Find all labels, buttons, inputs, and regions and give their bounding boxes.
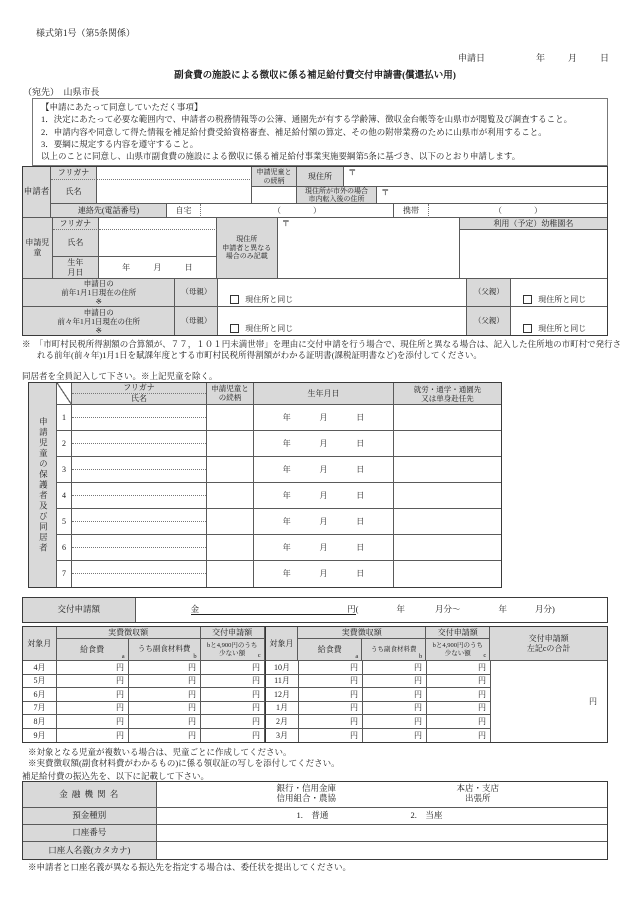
actual-collected-header: 実費徴収額 [57,627,201,639]
kin-label: 金 [190,603,200,614]
bank-type-options [277,783,337,803]
month-cell: 6月 [23,688,57,702]
household-name-field[interactable] [72,457,207,483]
grant-request-field[interactable]: 円 [427,688,491,702]
day-label: 日 [184,262,193,272]
sub-a: a [355,652,359,660]
branch-type-options [457,783,500,803]
year-label: 年 [282,569,291,579]
household-relation-field[interactable] [207,561,254,587]
side-dish-field[interactable]: 円 [363,661,427,675]
grant-request-header: 交付申請額 [426,627,490,639]
meal-fee-field[interactable]: 円 [57,702,129,716]
household-work-header [394,383,501,405]
household-name-field[interactable] [72,509,207,535]
month-cell: 8月 [23,715,57,729]
meal-fee-field[interactable]: 円 [299,688,363,702]
bank-type-line2: 信用組合・農協 [276,793,337,804]
yen-label: 円 [347,603,356,614]
consent-heading: 【申請にあたって同意していただく事項】 [41,102,203,112]
side-dish-field[interactable]: 円 [363,688,427,702]
household-relation-field[interactable] [207,483,254,509]
household-name-header [72,383,207,405]
sub-c: c [483,652,487,660]
household-side-label: 申請児童の保護者及び同居者 [29,383,57,587]
form-number: 様式第1号（第5条関係） [36,28,136,38]
month-cell: 7月 [23,702,57,716]
side-dish-field[interactable]: 円 [129,688,201,702]
grant-request-field[interactable]: 円 [201,661,265,675]
grant-amount-field[interactable] [136,598,607,622]
same-address-label: 現住所と同じ [538,294,587,304]
label-asterisk: ※ [95,297,102,306]
side-dish-field[interactable]: 円 [363,675,427,689]
sub-b: b [419,652,423,660]
postal-mark: 〒 [281,218,291,228]
same-address-label: 現住所と同じ [245,294,294,304]
child-name-label: 氏名 [53,230,99,257]
father-label: （父親） [467,279,511,307]
outside-city-line2: 市内転入後の住所 [308,195,365,203]
date-day-label: 日 [600,53,610,63]
day-label: 日 [356,438,365,448]
meal-fee-field[interactable]: 円 [57,675,129,689]
household-work-field[interactable] [394,431,501,457]
side-dish-text: うち副食材料費 [371,645,417,653]
furigana-line [72,431,206,444]
side-dish-field[interactable]: 円 [129,702,201,716]
prev2-year-address-label [23,307,175,335]
multiple-children-note: ※対象となる児童が複数いる場合は、児童ごとに作成してください。 [28,747,292,757]
month-cell: 12月 [265,688,299,702]
year-label: 年 [282,542,291,552]
month-label: 月 [319,412,328,422]
child-address-field[interactable] [278,218,460,279]
mother-label: （母親） [175,307,218,335]
household-name-field[interactable] [72,535,207,561]
household-birth-header: 生年月日 [254,383,394,405]
proxy-note: ※申請者と口座名義が異なる振込先を指定する場合は、委任状を提出してください。 [28,862,352,872]
month-label: 月 [153,262,162,272]
year-label: 年 [282,516,291,526]
household-name-label: 氏名 [131,394,147,403]
day-label: 日 [356,516,365,526]
outside-city-label [297,187,377,204]
period-year2: 年 [498,604,507,615]
work-header-line2: 又は単身赴任先 [421,393,474,403]
side-dish-field[interactable]: 円 [129,729,201,743]
household-birth-field[interactable] [254,509,394,535]
day-label: 日 [356,542,365,552]
grant-request-field[interactable]: 円 [201,702,265,716]
kindergarten-header: 利用（予定）幼稚園名 [460,218,607,230]
same-address-checkbox[interactable] [523,295,532,304]
side-dish-field[interactable]: 円 [363,729,427,743]
household-name-field[interactable] [72,405,207,431]
month-label: 月 [319,542,328,552]
date-year-label: 年 [536,53,546,63]
same-address-checkbox[interactable] [523,324,532,333]
meal-fee-field[interactable]: 円 [299,729,363,743]
household-work-field[interactable] [394,561,501,587]
household-relation-field[interactable] [207,457,254,483]
child-name-field[interactable] [99,230,217,257]
account-holder-label: 口座人名義(カタカナ) [23,842,157,859]
side-dish-header [362,639,426,661]
grant-request-field[interactable]: 円 [201,729,265,743]
monthly-table [22,626,608,743]
month-label: 月 [319,516,328,526]
household-row-number: 5 [57,509,72,535]
sub-a: a [121,652,125,660]
birth-label-line2: 月日 [67,267,84,277]
meal-fee-field[interactable]: 円 [57,688,129,702]
grant-amount-label: 交付申請額 [23,598,136,622]
side-dish-field[interactable]: 円 [129,661,201,675]
open-paren: ( [355,604,359,615]
child-row-label: 申請児童 [23,218,53,279]
consent-box [32,98,608,166]
day-label: 日 [356,464,365,474]
account-type-field[interactable] [157,808,607,825]
meal-fee-field[interactable]: 円 [57,715,129,729]
same-address-checkbox[interactable] [230,324,239,333]
household-birth-field[interactable] [254,483,394,509]
side-dish-field[interactable]: 円 [363,702,427,716]
furigana-line [72,483,206,496]
grant-request-field[interactable]: 円 [201,675,265,689]
bank-type-line1: 銀行・信用金庫 [276,783,337,793]
day-label: 日 [356,490,365,500]
addressee: （宛先） 山県市長 [23,87,100,97]
home-phone-field[interactable]: （ ） [201,204,394,218]
label-line-mid: 前々年1月1日現在の住所 [57,316,140,326]
grant-request-field[interactable]: 円 [427,661,491,675]
household-name-field[interactable] [72,561,207,587]
applicant-furigana-label: フリガナ [51,167,97,180]
label-asterisk: ※ [95,325,102,335]
contact-label: 連絡先(電話番号) [51,204,167,218]
outside-city-line1: 現住所が市外の場合 [305,187,368,195]
relation-field[interactable] [252,187,297,204]
month-cell: 3月 [265,729,299,743]
meal-fee-field[interactable]: 円 [299,715,363,729]
month-cell: 2月 [265,715,299,729]
household-relation-header: 申請児童との続柄 [207,383,254,405]
household-row-number: 3 [57,457,72,483]
grant-request-field[interactable]: 円 [427,675,491,689]
meal-fee-field[interactable]: 円 [57,729,129,743]
household-work-field[interactable] [394,509,501,535]
tax-certificate-note: ※ 「市町村民税所得割額の合算額が、７７，１０１円未満世帯」を理由に交付申請を行う場合で、現住所と異なる場合は、記入した住所地の市町村で発行される前年(前々年)1月1日を賦課年度とする市町村民税所得割額がわかる証明書(課税証明書など)を添付してください。 [22,339,622,361]
same-address-label: 現住所と同じ [245,323,294,333]
label-line-top: 申請日の [83,279,114,288]
side-dish-field[interactable]: 円 [129,675,201,689]
month-label: 月 [319,438,328,448]
mobile-phone-label: 携帯 [394,204,429,218]
household-row-number: 2 [57,431,72,457]
account-type-label: 預金種別 [23,808,157,825]
grant-request-field[interactable]: 円 [201,688,265,702]
year-label: 年 [282,464,291,474]
grant-total-field[interactable]: 円 [589,696,597,706]
household-relation-field[interactable] [207,535,254,561]
branch-type-line2: 出張所 [465,793,491,804]
furigana-line [72,457,206,470]
lesser-amount-header [426,639,490,661]
month-label: 月 [319,490,328,500]
grant-request-field[interactable]: 円 [201,715,265,729]
kindergarten-field[interactable] [460,230,607,279]
sub-c: c [257,652,261,660]
year-label: 年 [122,262,131,272]
same-address-label: 現住所と同じ [538,323,587,333]
furigana-line [72,509,206,522]
meal-fee-text: 給食費 [317,644,342,654]
institution-field[interactable] [157,782,607,808]
year-label: 年 [282,412,291,422]
diagonal-corner-cell [57,383,72,405]
month-label: 月 [319,464,328,474]
furigana-line [72,561,206,574]
year-label: 年 [282,438,291,448]
consent-item-2: 2．申請内容や同意して得た情報を補足給付費受給資格審査、補足給付額の算定、その他の附帯業務のために山県市が利用すること。 [41,126,547,137]
total-header-line2: 左記cの合計 [526,643,571,653]
household-furigana-label: フリガナ [72,383,206,394]
work-header-line1: 就労・通学・通園先 [413,384,482,394]
bank-table [22,781,608,860]
child-address-note-line3: 場合のみ記載 [225,252,268,261]
household-table [28,382,502,588]
child-address-note [217,218,278,279]
grant-request-header: 交付申請額 [201,627,265,639]
account-holder-field[interactable] [157,842,607,859]
label-line-top: 申請日の [83,307,114,317]
year-label: 年 [282,490,291,500]
account-type-ordinary[interactable]: 1. 普通 [296,810,329,820]
applicant-name-field[interactable] [97,180,252,204]
father-prev2-address-field[interactable] [511,307,607,335]
child-furigana-label: フリガナ [53,218,99,230]
account-type-current[interactable]: 2. 当座 [410,810,443,820]
actual-collected-header: 実費徴収額 [298,627,426,639]
institution-label: 金 融 機 関 名 [23,782,157,808]
label-line-mid: 前年1月1日現在の住所 [61,288,137,297]
period-year1: 年 [396,604,405,615]
sub-b: b [193,652,197,660]
child-address-note-line1: 現住所 [236,235,258,244]
meal-fee-header [57,639,129,661]
application-date-label: 申請日 [458,53,486,63]
applicant-row-label: 申請者 [23,167,51,218]
meal-fee-field[interactable]: 円 [299,661,363,675]
transfer-address-field[interactable] [377,187,607,204]
applicant-name-label: 氏名 [51,180,97,204]
meal-fee-field[interactable]: 円 [299,702,363,716]
side-dish-field[interactable]: 円 [363,715,427,729]
household-instruction: 同居者を全員記入して下さい。※上記児童を除く。 [22,371,218,381]
account-number-field[interactable] [157,825,607,842]
mother-prev2-address-field[interactable] [218,307,467,335]
total-header-line1: 交付申請額 [528,633,569,643]
lesser-line1: bと4,900円のうち [432,641,483,649]
household-row-number: 4 [57,483,72,509]
child-birthdate-field[interactable] [99,257,217,279]
grant-total-header [490,627,607,661]
form-title: 副食費の施設による徴収に係る補足給付費交付申請書(償還払い用) [174,71,456,81]
meal-fee-field[interactable]: 円 [57,661,129,675]
meal-fee-header [298,639,362,661]
household-row-number: 1 [57,405,72,431]
target-month-header: 対象月 [265,627,299,661]
child-birth-label [53,257,99,279]
grant-request-field[interactable]: 円 [427,715,491,729]
father-label: （父親） [467,307,511,335]
side-dish-field[interactable]: 円 [129,715,201,729]
receipt-copy-note: ※実費徴収額(副食材料費がわかるもの)に係る領収証の写しを添付してください。 [28,758,340,768]
grant-request-field[interactable]: 円 [427,729,491,743]
household-relation-field[interactable] [207,509,254,535]
household-row-number: 7 [57,561,72,587]
month-cell: 5月 [23,675,57,689]
household-birth-field[interactable] [254,535,394,561]
household-work-field[interactable] [394,535,501,561]
child-furigana-field[interactable] [99,218,217,230]
furigana-line [72,405,206,418]
lesser-amount-header [201,639,265,661]
target-month-header: 対象月 [23,627,57,661]
household-work-field[interactable] [394,457,501,483]
father-prev-address-field[interactable] [511,279,607,307]
birth-label-line1: 生年 [67,257,84,267]
household-name-field[interactable] [72,431,207,457]
applicant-furigana-field[interactable] [97,167,252,180]
relation-header: 申請児童との続柄 [252,167,297,187]
same-address-checkbox[interactable] [230,295,239,304]
meal-fee-text: 給食費 [80,644,105,654]
account-number-label: 口座番号 [23,825,157,842]
home-phone-label: 自宅 [167,204,201,218]
household-name-field[interactable] [72,483,207,509]
branch-type-line1: 本店・支店 [456,783,500,793]
period-months-from: 月分〜 [434,604,461,615]
month-cell: 10月 [265,661,299,675]
grant-amount-table [22,597,608,623]
period-months-to: 月分) [535,604,555,615]
current-address-field[interactable] [344,167,607,187]
household-birth-field[interactable] [254,405,394,431]
month-cell: 9月 [23,729,57,743]
lesser-line2: 少ない額 [444,649,471,657]
postal-mark: 〒 [348,167,357,177]
month-cell: 11月 [265,675,299,689]
mother-prev-address-field[interactable] [218,279,467,307]
current-address-label: 現住所 [297,167,344,187]
grant-request-field[interactable]: 円 [427,702,491,716]
month-cell: 4月 [23,661,57,675]
postal-mark: 〒 [381,187,390,197]
lesser-line1: bと4,900円のうち [206,641,258,649]
month-cell: 1月 [265,702,299,716]
household-birth-field[interactable] [254,561,394,587]
consent-item-3: 3．要綱に規定する内容を遵守すること。 [41,138,199,149]
side-dish-text: うち副食材料費 [137,644,191,654]
meal-fee-field[interactable]: 円 [299,675,363,689]
household-work-field[interactable] [394,405,501,431]
prev-year-address-label [23,279,175,307]
household-birth-field[interactable] [254,457,394,483]
household-work-field[interactable] [394,483,501,509]
date-month-label: 月 [568,53,578,63]
mother-label: （母親） [175,279,218,307]
mobile-phone-field[interactable]: （ ） [429,204,607,218]
lesser-line2: 少ない額 [219,649,246,657]
amount-underline [191,605,356,616]
side-dish-header [129,639,201,661]
bank-instruction: 補足給付費の振込先を、以下に記載して下さい。 [22,771,210,781]
consent-closing: 以上のことに同意し、山県市副食費の施設による徴収に係る補足給付事業実施要綱第5条に基づき、以下のとおり申請します。 [41,151,521,162]
consent-item-1: 1．決定にあたって必要な範囲内で、申請者の税務情報等の公簿、通園先が有する学齢簿、徴収金台帳等を山県市が閲覧及び調査すること。 [41,114,573,125]
day-label: 日 [356,412,365,422]
day-label: 日 [356,569,365,579]
household-birth-field[interactable] [254,431,394,457]
applicant-table [22,166,608,336]
household-relation-field[interactable] [207,431,254,457]
furigana-line [72,535,206,548]
household-relation-field[interactable] [207,405,254,431]
household-row-number: 6 [57,535,72,561]
child-address-note-line2: 申請者と異なる [222,243,272,252]
month-label: 月 [319,569,328,579]
